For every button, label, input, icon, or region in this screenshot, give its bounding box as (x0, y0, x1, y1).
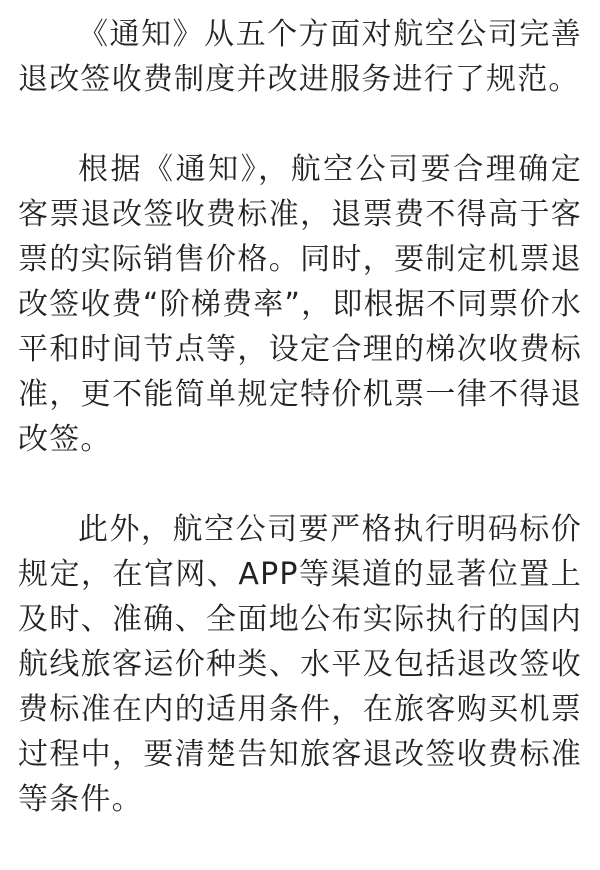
paragraph-price-disclosure: 此外，航空公司要严格执行明码标价规定，在官网、APP等渠道的显著位置上及时、准确、全面地公布实际执行的国内航线旅客运价种类、水平及包括退改签收费标准在内的适用条件，在旅客购买机票过程中，要清楚告知旅客退改签收费标准等条件。 (18, 512, 582, 817)
paragraph-overview: 《通知》从五个方面对航空公司完善退改签收费制度并改进服务进行了规范。 (18, 17, 582, 97)
paragraph-refund-fee-rules: 根据《通知》，航空公司要合理确定客票退改签收费标准，退票费不得高于客票的实际销售价格。同时，要制定机票退改签收费“阶梯费率”，即根据不同票价水平和时间节点等，设定合理的梯次收费标准，更不能简单规定特价机票一律不得退改签。 (18, 152, 582, 457)
